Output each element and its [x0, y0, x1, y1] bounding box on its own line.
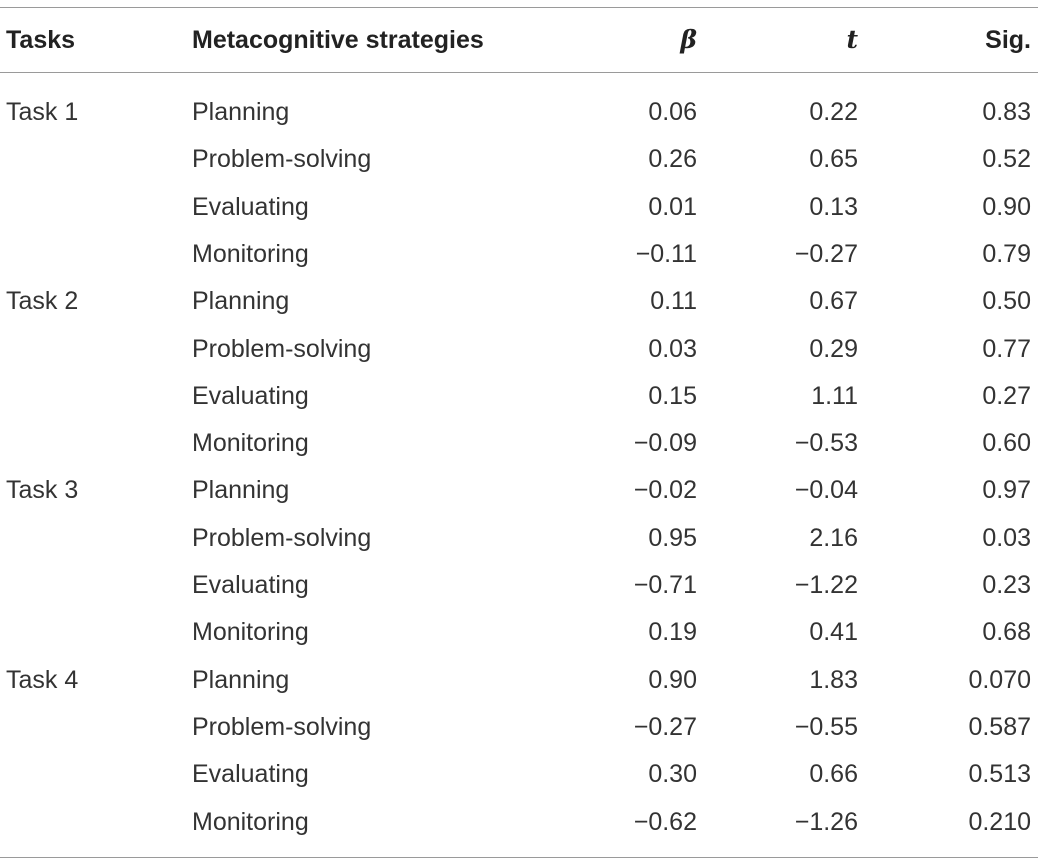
- row-strategy: Monitoring: [192, 808, 309, 836]
- row-strategy: Evaluating: [192, 760, 309, 788]
- row-beta: 0.01: [648, 193, 697, 221]
- row-task: Task 1: [6, 98, 79, 126]
- row-t: −0.55: [794, 713, 858, 741]
- row-sig: 0.50: [982, 287, 1031, 315]
- table-row: [0, 565, 1040, 605]
- row-task: Task 4: [6, 666, 79, 694]
- table-row: [0, 234, 1040, 274]
- table-row: [0, 423, 1040, 463]
- row-t: 2.16: [809, 524, 858, 552]
- row-strategy: Problem-solving: [192, 524, 372, 552]
- header-tasks: Tasks: [6, 26, 76, 54]
- row-t: −0.27: [794, 240, 858, 268]
- row-sig: 0.210: [968, 808, 1031, 836]
- row-t: 0.22: [809, 98, 858, 126]
- row-beta: −0.09: [633, 429, 697, 457]
- row-sig: 0.83: [982, 98, 1031, 126]
- header-t: t: [846, 25, 858, 54]
- row-t: 0.67: [809, 287, 858, 315]
- row-strategy: Monitoring: [192, 240, 309, 268]
- row-sig: 0.79: [982, 240, 1031, 268]
- table-row: [0, 612, 1040, 652]
- header-strategies: Metacognitive strategies: [192, 26, 484, 54]
- table-row: [0, 660, 1040, 700]
- row-sig: 0.97: [982, 476, 1031, 504]
- table-row: [0, 329, 1040, 369]
- row-t: 1.11: [811, 382, 858, 410]
- row-t: 1.83: [809, 666, 858, 694]
- row-sig: 0.070: [968, 666, 1031, 694]
- row-t: 0.41: [809, 618, 858, 646]
- row-strategy: Problem-solving: [192, 713, 372, 741]
- row-sig: 0.90: [982, 193, 1031, 221]
- table-top-rule: [0, 7, 1038, 8]
- table-row: [0, 707, 1040, 747]
- row-t: 0.66: [809, 760, 858, 788]
- row-sig: 0.513: [968, 760, 1031, 788]
- row-t: 0.29: [809, 335, 858, 363]
- row-t: 0.65: [809, 145, 858, 173]
- row-beta: 0.90: [648, 666, 697, 694]
- header-sig: Sig.: [985, 26, 1031, 54]
- table-row: [0, 92, 1040, 132]
- row-sig: 0.52: [982, 145, 1031, 173]
- row-beta: −0.71: [633, 571, 697, 599]
- row-beta: 0.03: [648, 335, 697, 363]
- row-sig: 0.60: [982, 429, 1031, 457]
- row-strategy: Problem-solving: [192, 145, 372, 173]
- row-strategy: Planning: [192, 287, 290, 315]
- table-row: [0, 470, 1040, 510]
- header-beta: β: [680, 25, 697, 54]
- row-beta: 0.19: [648, 618, 697, 646]
- row-beta: 0.26: [648, 145, 697, 173]
- row-strategy: Monitoring: [192, 429, 309, 457]
- row-sig: 0.77: [982, 335, 1031, 363]
- row-strategy: Planning: [192, 476, 290, 504]
- row-task: Task 3: [6, 476, 79, 504]
- row-strategy: Evaluating: [192, 571, 309, 599]
- row-beta: −0.62: [633, 808, 697, 836]
- row-sig: 0.68: [982, 618, 1031, 646]
- row-beta: 0.15: [648, 382, 697, 410]
- row-strategy: Monitoring: [192, 618, 309, 646]
- table-row: [0, 518, 1040, 558]
- row-strategy: Planning: [192, 98, 290, 126]
- row-beta: −0.11: [635, 240, 697, 268]
- table-header-row: [0, 20, 1040, 60]
- table-row: [0, 281, 1040, 321]
- row-strategy: Planning: [192, 666, 290, 694]
- table-row: [0, 802, 1040, 842]
- row-task: Task 2: [6, 287, 79, 315]
- row-sig: 0.23: [982, 571, 1031, 599]
- row-beta: 0.95: [648, 524, 697, 552]
- row-sig: 0.03: [982, 524, 1031, 552]
- table-bottom-rule: [0, 857, 1038, 858]
- row-beta: 0.11: [650, 287, 697, 315]
- row-t: −0.04: [794, 476, 858, 504]
- row-strategy: Evaluating: [192, 382, 309, 410]
- row-t: −1.22: [794, 571, 858, 599]
- row-strategy: Problem-solving: [192, 335, 372, 363]
- row-beta: −0.02: [633, 476, 697, 504]
- row-beta: 0.06: [648, 98, 697, 126]
- row-t: 0.13: [809, 193, 858, 221]
- row-strategy: Evaluating: [192, 193, 309, 221]
- row-beta: −0.27: [633, 713, 697, 741]
- row-beta: 0.30: [648, 760, 697, 788]
- table-header-rule: [0, 72, 1038, 73]
- row-sig: 0.587: [968, 713, 1031, 741]
- table-row: [0, 754, 1040, 794]
- row-t: −1.26: [794, 808, 858, 836]
- row-t: −0.53: [794, 429, 858, 457]
- table-row: [0, 376, 1040, 416]
- row-sig: 0.27: [982, 382, 1031, 410]
- table-row: [0, 187, 1040, 227]
- table-row: [0, 139, 1040, 179]
